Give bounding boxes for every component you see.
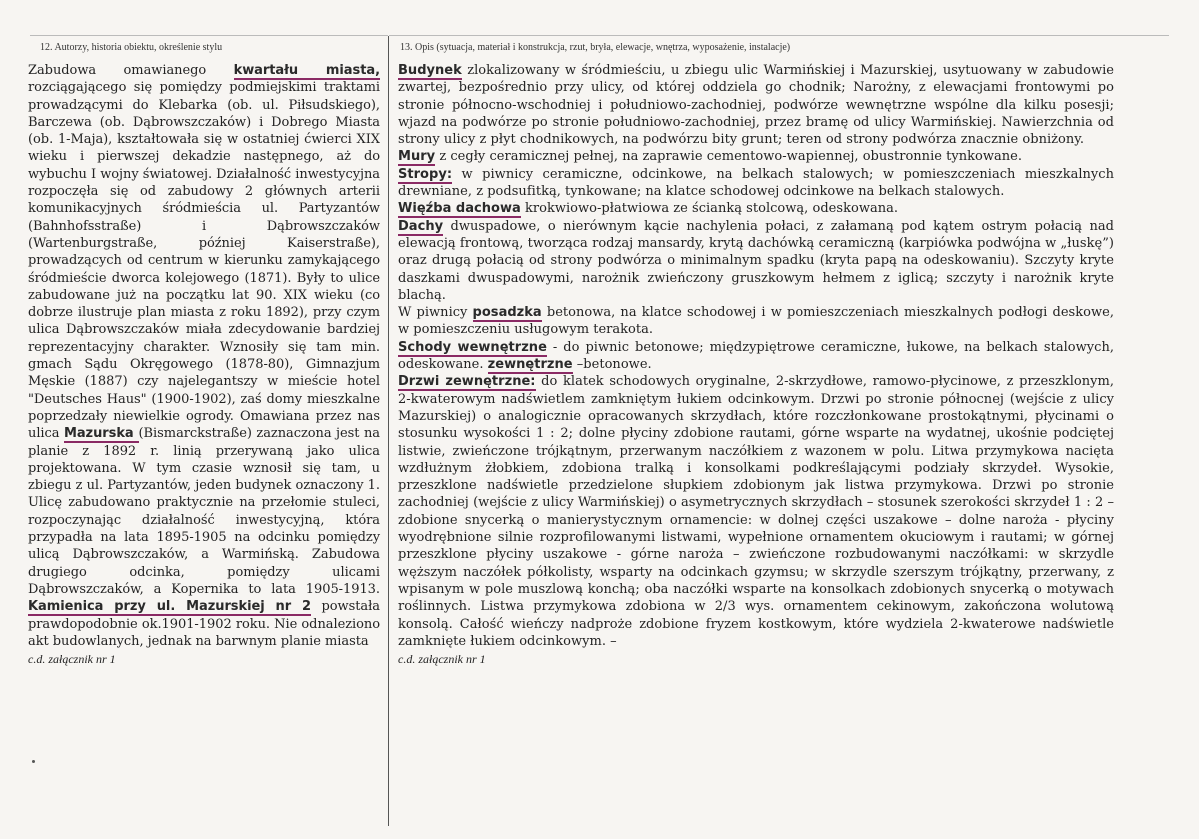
text-run: z cegły ceramicznej pełnej, na zaprawie cementowo-wapiennej, obustronnie tynkowane. <box>435 149 1023 165</box>
right-section-header: 13. Opis (sytuacja, materiał i konstrukcja, rzut, bryła, elewacje, wnętrza, wyposażenie, instalacje) <box>400 42 791 53</box>
keyword-kamienica: Kamienica przy ul. Mazurskiej nr 2 <box>28 599 312 615</box>
text-run: w piwnicy ceramiczne, odcinkowe, na belkach stalowych; w pomieszczeniach mieszkalnych drewniane, z podsufitką, tynkowane; na klatce schodowej odcinkowe na belkach stalowych. <box>398 166 1114 200</box>
continued-note-right: c.d. załącznik nr 1 <box>398 652 486 667</box>
keyword-dachy: Dachy <box>398 218 444 234</box>
paragraph-schody <box>398 339 1114 374</box>
text-run: –betonowe. <box>572 357 652 373</box>
keyword-wiezba: Więźba dachowa <box>398 201 521 217</box>
text-run: dwuspadowe, o nierównym kącie nachylenia połaci, z załamaną pod kątem ostrym połacią nad elewacją frontową, tworząca rodzaj mansardy, krytą dachówką ceramiczną (karpiówka podwójna w „łuskę”) oraz drugą połacią od strony podwórza o minimalnym spadku (kryta papą na odeskowaniu). Szczyty kryte daszkami dwuspadowymi, narożnik zwieńczony gruszkowym hełmem z iglicą; szczyty i narożnik kryte blachą. <box>398 218 1114 303</box>
right-column <box>398 62 1114 667</box>
left-section-header: 12. Autorzy, historia obiektu, określenie stylu <box>40 42 223 53</box>
text-run: zlokalizowany w śródmieściu, u zbiegu ulic Warmińskiej i Mazurskiej, usytuowany w zabudowie zwartej, bezpośrednio przy ulicy, od której oddziela go chodnik; Narożny, z elewacjami frontowymi po stronie północno-wschodniej i południowo-zachodniej, podwórze wewnętrzne wspólne dla kilku posesji; wjazd na podwórze po stronie południowo-zachodniej, przez bramę od ulicy Warmińskiej. Nawierzchnia od strony ulicy z płyt chodnikowych, na podwórzu bity grunt; teren od strony podwórza znacznie obniżony. <box>398 63 1114 148</box>
stray-dot <box>32 760 35 763</box>
paragraph-drzwi <box>398 373 1114 650</box>
left-column <box>28 62 380 667</box>
text-run: (Bismarckstraße) zaznaczona jest na planie z 1892 r. linią przerywaną jako ulica projektowana. W tym czasie wznosił się tam, u zbiegu z ul. Partyzantów, jeden budynek oznaczony 1. Ulicę zabudowano praktycznie na przełomie stuleci, rozpoczynając działalność inwestycyjną, która przypadła na lata 1895-1905 na odcinku pomiędzy ulicą Dąbrowszczaków, a Warmińską. Zabudowa drugiego odcinka, pomiędzy ulicami Dąbrowszczaków, a Kopernika to lata 1905-1913. <box>28 426 380 597</box>
keyword-zewnetrzne: zewnętrzne <box>487 357 573 373</box>
text-run: rozciągającego się pomiędzy podmiejskimi traktami prowadzącymi do Klebarka (ob. ul. Piłsudskiego), Barczewa (ob. Dąbrowszczaków) i Dobrego Miasta (ob. 1-Maja), kształtowała się w ostatniej ćwierci XIX wieku i pierwszej dekadzie następnego, aż do wybuchu I wojny światowej. Działalność inwestycyjna rozpoczęła się od zabudowy 2 głównych arterii komunikacyjnych śródmieścia ul. Partyzantów (Bahnhofsstraße) i Dąbrowszczaków (Wartenburgstraße, później Kaiserstraße), prowadzących od centrum w kierunku zamykającego śródmieście dworca kolejowego (1871). Były to ulice zabudowane już na początku lat 90. XIX wieku (co dobrze ilustruje plan miasta z roku 1892), przy czym ulica Dąbrowszczaków miała zdecydowanie bardziej reprezentacyjny charakter. Wznosiły się tam min. gmach Sądu Okręgowego (1878-80), Gimnazjum Męskie (1887) czy najelegantszy w mieście hotel "Deutsches Haus" (1900-1902), zaś domy mieszkalne poprzedzały niewielkie ogrody. Omawiana przez nas ulica <box>28 80 380 442</box>
keyword-mury: Mury <box>398 149 436 165</box>
text-run: Zabudowa omawianego <box>28 63 234 78</box>
text-run: do klatek schodowych oryginalne, 2-skrzydłowe, ramowo-płycinowe, z przeszklonym, 2-kwaterowym nadświetlem zamkniętym łukiem odcinkowym. Drzwi po stronie północnej (wejście z ulicy Mazurskiej) o analogicznie opracowanych skrzydłach, które rozczłonkowane prostokątnymi, płycinami o stosunku wysokości 1 : 2; dolne płyciny zdobione rautami, górne wsparte na wydatnej, ukośnie podciętej listwie, zwieńczone trójkątnym, przerwanym naczółkiem z wazonem w polu. Litwa przymykowa nacięta wzdłużnym żłobkiem, zdobiona tralką i konsolkami podkreślającymi podziały skrzydeł. Wysokie, przeszklone nadświetle przedzielone słupkiem zdobionym jak listwa przymykowa. Drzwi po stronie zachodniej (wejście z ulicy Warmińskiej) o asymetrycznych skrzydłach – stosunek szerokości skrzydeł 1 : 2 – zdobione snycerką o manierystycznym ornamencie: w dolnej części uszakowe – dolne naroża - płyciny wyodrębnione silnie rozprofilowanymi listwami, wypełnione ornamentem okuciowym i rautami; w górnej przeszklone płyciny uszakowe - górne naroża – zwieńczone rozbudowanymi naczółkami: w skrzydle węższym naczółek półkolisty, wsparty na odcinkach gzymsu; w skrzydle szerszym trójkątny, przerwany, z wpisanym w pole muszlową konchą; oba naczółki wsparte na konsolkach zdobionych snycerką o motywach roślinnych. Listwa przymykowa zdobiona w 2/3 wys. ornamentem cekinowym, zakończona wolutową konsolą. Całość wieńczy nadproże zdobione fryzem kostkowym, które wydziela 2-kwaterowe nadświetle zamknięte łukiem odcinkowym. – <box>398 374 1114 649</box>
keyword-posadzka: posadzka <box>472 305 542 321</box>
keyword-kwartal: kwartału miasta, <box>233 63 380 78</box>
column-divider <box>388 36 389 826</box>
keyword-mazurska: Mazurska <box>63 426 139 442</box>
text-run: W piwnicy <box>398 305 473 321</box>
top-rule-left <box>30 35 388 36</box>
keyword-budynek: Budynek <box>398 63 462 78</box>
paragraph-posadzka <box>398 304 1114 339</box>
paragraph-dachy <box>398 218 1114 304</box>
keyword-stropy: Stropy: <box>398 166 453 182</box>
text-run: - do piwnic betonowe; międzypiętrowe ceramiczne, łukowe, na belkach stalowych, odeskowane. <box>398 339 1114 373</box>
top-rule-right <box>389 35 1169 36</box>
text-run: powstała prawdopodobnie ok.1901-1902 roku. Nie odnaleziono akt budowlanych, jednak na barwnym planie miasta <box>28 599 380 649</box>
paragraph-mury <box>398 148 1114 165</box>
paragraph-wiezba <box>398 200 1114 217</box>
paragraph-budynek <box>398 62 1114 148</box>
text-run: betonowa, na klatce schodowej i w pomieszczeniach mieszkalnych podłogi deskowe, w pomieszczeniu usługowym terakota. <box>398 305 1114 338</box>
continued-note-left: c.d. załącznik nr 1 <box>28 652 116 667</box>
text-run: krokwiowo-płatwiowa ze ścianką stolcową, odeskowana. <box>520 201 899 217</box>
keyword-schody: Schody wewnętrzne <box>398 339 547 355</box>
paragraph-stropy <box>398 166 1114 201</box>
history-paragraph <box>28 62 380 650</box>
keyword-drzwi: Drzwi zewnętrzne: <box>398 374 536 390</box>
